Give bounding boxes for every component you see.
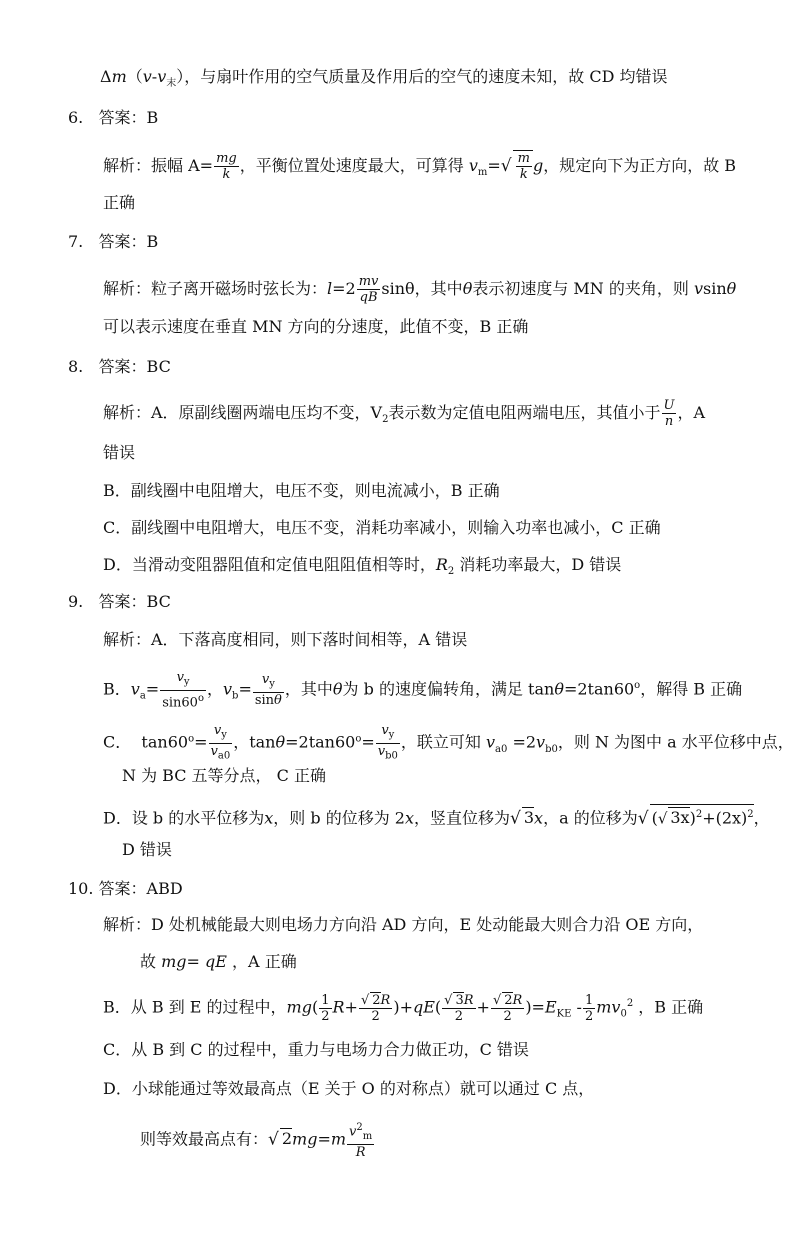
q6-analysis-cont-text: 正确 — [103, 193, 136, 212]
q8-answer-line — [68, 357, 171, 377]
q10-velocity-fraction: $\frac{v^2_m}{R}$ — [349, 1122, 373, 1160]
q10-analysis-d2-pre: 则等效最高点有： — [140, 1129, 269, 1149]
q9-tan-fraction-b: $\frac{v_y}{v_{b0}}$ — [377, 723, 398, 762]
q9-analysis-d-mid: ，则 b 的位移为 — [273, 808, 390, 828]
q7-analysis-cont-text: 可以表示速度在垂直 MN 方向的分速度，此值不变，B 正确 — [103, 317, 529, 336]
q7-chord-fraction: $\frac{mv}{qB}$ — [358, 274, 379, 305]
q9-number: 9. — [68, 592, 84, 611]
q8-analysis-c-text: C．副线圈中电阻增大，电压不变，消耗功率减小，则输入功率也减小，C 正确 — [103, 518, 661, 537]
q6-analysis-line: 解析：振幅 A= $\frac{mg}{k}$ ，平衡位置处速度最大，可算得 $v_m=√$ $\frac{m}{k}$ g，规定向下为正方向，故 B — [103, 151, 737, 182]
q8-analysis-d-pre: D．当滑动变阻器阻值和定值电阻阻值相等时， — [103, 555, 436, 574]
q9-analysis-c-cont — [122, 766, 326, 786]
q9-analysis-a — [103, 630, 467, 650]
q9-analysis-d-pre: D．设 b 的水平位移为 — [103, 808, 265, 828]
q10-analysis-d-text: D．小球能通过等效最高点（E 关于 O 的对称点）就可以通过 C 点， — [103, 1079, 595, 1098]
q9-analysis-b-label: B． — [103, 679, 131, 699]
q6-answer-line — [68, 108, 158, 128]
q9-answer: 答案：BC — [98, 592, 171, 611]
q9-analysis-c-cont-text: N 为 BC 五等分点， C 正确 — [122, 766, 326, 785]
q10-analysis-d — [103, 1079, 594, 1099]
q8-voltage-fraction: $\frac{U}{n}$ — [663, 398, 675, 429]
q10-answer-line — [68, 879, 183, 899]
q5-tail-line: $\Delta m(v-v_末)$，与扇叶作用的空气质量及作用后的空气的速度未知，故 CD 均错误 — [100, 67, 668, 90]
q9-analysis-c-label: C． — [103, 732, 132, 752]
q9-analysis-b-post: ，解得 B 正确 — [640, 679, 743, 699]
q9-analysis-c-mid: ，联立可知 — [400, 732, 481, 752]
q9-analysis-d-cont-text: D 错误 — [122, 840, 172, 859]
q8-analysis-d-post: 消耗功率最大，D 错误 — [459, 555, 622, 574]
q9-tan-fraction-a: $\frac{v_y}{v_{a0}}$ — [210, 723, 231, 762]
q7-analysis-mid: sinθ，其中 — [381, 279, 463, 298]
q8-analysis-c — [103, 518, 661, 538]
q6-analysis-cont — [103, 193, 135, 213]
q5-tail-text: ），与扇叶作用的空气质量及作用后的空气的速度未知，故 CD 均错误 — [176, 67, 668, 86]
q10-analysis-c-text: C．从 B 到 C 的过程中，重力与电场力合力做正功，C 错误 — [103, 1040, 529, 1059]
q6-analysis-pre: 解析：振幅 A= — [103, 156, 214, 175]
q9-analysis-d-cont — [122, 840, 172, 860]
q8-number: 8. — [68, 357, 84, 376]
q10-analysis-a-text: 解析：D 处机械能最大则电场力方向沿 AD 方向，E 处动能最大则合力沿 OE 方向， — [103, 915, 704, 934]
q9-answer-line — [68, 592, 171, 612]
q9-analysis-b: B．$v_a=$ $\frac{v_y}{\sin 60^o}$ ，$v_b=$ $\frac{v_y}{\sin\theta}$ ，其中θ为 b 的速度偏转角，满足 $\tan\theta=2\tan 60^o$，解得 B 正确 — [103, 670, 743, 710]
q10-analysis-a2: 故 mg= qE ，A 正确 — [140, 952, 297, 971]
q8-answer: 答案：BC — [98, 357, 171, 376]
q10-answer: 答案：ABD — [98, 879, 183, 898]
q9-analysis-b-mid: ，其中 — [284, 679, 333, 699]
q8-analysis-a-cont-text: 错误 — [103, 443, 136, 462]
q6-analysis-post: ，规定向下为正方向，故 B — [543, 156, 737, 175]
q7-analysis-pre: 解析：粒子离开磁场时弦长为： — [103, 279, 328, 298]
q8-analysis-d: D．当滑动变阻器阻值和定值电阻阻值相等时，$R_2$ 消耗功率最大，D 错误 — [103, 555, 622, 578]
q9-analysis-c-post: ，则 N 为图中 a 水平位移中点， — [557, 732, 794, 752]
q6-answer: 答案：B — [98, 108, 159, 127]
q7-answer-line — [68, 232, 158, 252]
q9-vb-fraction: $\frac{v_y}{\sin\theta}$ — [254, 672, 282, 708]
q8-analysis-a-pre: 解析：A．原副线圈两端电压均不变，V — [103, 403, 383, 422]
q10-analysis-b-post: ，B 正确 — [638, 997, 704, 1017]
q7-answer: 答案：B — [98, 232, 159, 251]
q9-analysis-d-mid3: ，a 的位移为 — [543, 808, 638, 828]
q8-analysis-a: 解析：A．原副线圈两端电压均不变，$V_2$表示数为定值电阻两端电压，其值小于 $\frac{U}{n}$ ，A — [103, 398, 706, 429]
q7-analysis-cont — [103, 317, 528, 337]
q9-analysis-b-mid2: 为 b 的速度偏转角，满足 tan — [342, 679, 555, 699]
q7-analysis-mid2: 表示初速度与 MN 的夹角，则 — [472, 279, 689, 298]
q9-va-fraction: $\frac{v_y}{\sin 60^o}$ — [162, 670, 204, 710]
q8-analysis-b-text: B．副线圈中电阻增大，电压不变，则电流减小，B 正确 — [103, 481, 500, 500]
q9-analysis-d: D．设 b 的水平位移为x，则 b 的位移为 2x，竖直位移为√ 3x，a 的位移为√ (√ $3x)^2+(2x)^2$， — [103, 804, 770, 828]
q10-analysis-c — [103, 1040, 529, 1060]
q7-number: 7. — [68, 232, 84, 251]
q8-analysis-b — [103, 481, 500, 501]
q7-analysis-line: 解析：粒子离开磁场时弦长为：l=2 $\frac{mv}{qB}$ sinθ，其中θ表示初速度与 MN 的夹角，则 vsinθ — [103, 274, 737, 305]
q10-analysis-b: B．从 B 到 E 的过程中，mg( $\frac{1}{2}$ R+ $\frac{√ 2R}{2}$ )+qE( $\frac{√ 3R}{2}$ + $\frac{√ 2R}{2}$ )$=E_{KE}$ - $\frac{1}{2}$ $mv_0^2$ ，B 正确 — [103, 992, 704, 1024]
q6-number: 6. — [68, 108, 84, 127]
q8-analysis-a-cont — [103, 443, 135, 463]
q8-analysis-a-post: ，A — [677, 403, 706, 422]
q10-number: 10. — [68, 879, 94, 898]
q8-analysis-a-mid: 表示数为定值电阻两端电压，其值小于 — [388, 403, 661, 422]
q6-amplitude-fraction: $\frac{mg}{k}$ — [216, 151, 237, 182]
q9-analysis-a-text: 解析：A．下落高度相同，则下落时间相等，A 错误 — [103, 630, 468, 649]
q10-analysis-b-pre: B．从 B 到 E 的过程中， — [103, 997, 287, 1017]
q6-analysis-mid: ，平衡位置处速度最大，可算得 — [239, 156, 464, 175]
q10-analysis-a2-pre: 故 — [140, 952, 157, 971]
q10-analysis-d2: 则等效最高点有：√ 2mg=m $\frac{v^2_m}{R}$ — [140, 1122, 373, 1160]
q9-analysis-d-mid2: ，竖直位移为 — [414, 808, 511, 828]
q10-analysis-a — [103, 915, 703, 935]
q10-analysis-a2-post: ，A 正确 — [232, 952, 297, 971]
q9-analysis-c: C． $\tan 60^o=$ $\frac{v_y}{v_{a0}}$ ，$\tan\theta=2\tan 60^o=$ $\frac{v_y}{v_{b0}}$ ，联立可知 $v_{a0} =2v_{b0}$，则 N 为图中 a 水平位移中点， — [103, 723, 794, 762]
